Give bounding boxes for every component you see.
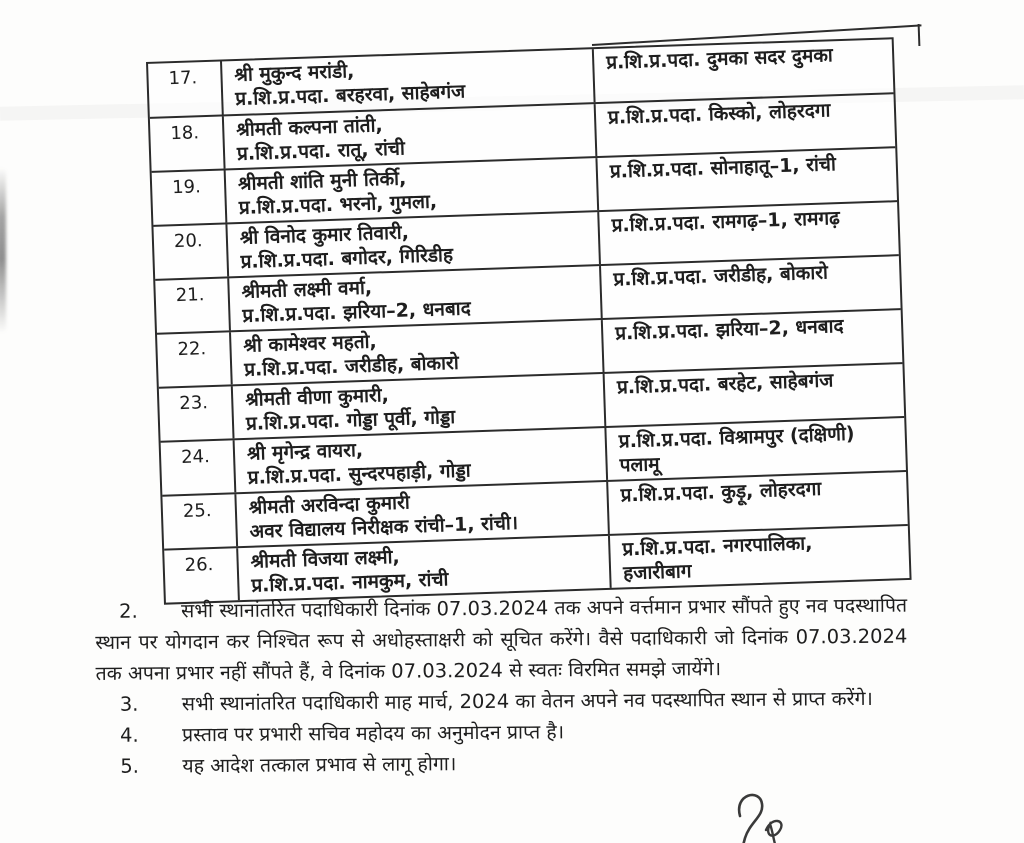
paragraph-5 <box>96 745 908 782</box>
transfer-table <box>146 37 912 605</box>
signature-scribble <box>710 782 820 843</box>
new-posting-cell <box>595 148 897 210</box>
serial-cell: 21. <box>175 284 205 307</box>
new-posting-line: प्र.शि.प्र.पदा. किस्को, लोहरदगा <box>607 99 831 129</box>
officer-line: प्र.शि.प्र.पदा. बगोदर, गिरिडीह <box>240 243 454 273</box>
order-paragraphs <box>95 590 908 782</box>
serial-cell: 23. <box>178 392 209 415</box>
new-posting-line: प्र.शि.प्र.पदा. विश्रामपुर (दक्षिणी) <box>618 422 855 453</box>
new-posting-line: प्र.शि.प्र.पदा. झरिया–2, धनबाद <box>614 315 844 345</box>
officer-line: श्री मुकुन्द मरांडी, <box>234 60 355 87</box>
new-posting-line: प्र.शि.प्र.पदा. दुमका सदर दुमका <box>605 44 834 74</box>
officer-line: श्री कामेश्वर महतो, <box>243 330 378 357</box>
scan-edge-smudge <box>0 168 6 333</box>
officer-line: श्रीमती कल्पना तांती, <box>235 114 384 142</box>
new-posting-line: प्र.शि.प्र.पदा. नगरपालिका, <box>622 532 813 561</box>
new-posting-cell <box>601 310 903 372</box>
serial-cell: 24. <box>180 446 211 469</box>
officer-line: प्र.शि.प्र.पदा. रातू, रांची <box>236 137 406 166</box>
officer-line: श्रीमती विजया लक्ष्मी, <box>250 545 400 573</box>
officer-line: श्रीमती अरविन्दा कुमारी <box>248 491 411 519</box>
new-posting-line: पलामू <box>619 453 660 477</box>
serial-cell: 22. <box>177 338 207 361</box>
new-posting-line: प्र.शि.प्र.पदा. रामगढ़–1, रामगढ़ <box>611 207 841 237</box>
new-posting-line: प्र.शि.प्र.पदा. कुड़ू, लोहरदगा <box>620 477 822 507</box>
new-posting-cell <box>606 472 908 534</box>
paragraph-5-number: 5. <box>120 754 140 778</box>
paragraph-3-number: 3. <box>119 692 139 716</box>
paragraph-4-number: 4. <box>120 723 139 747</box>
officer-line: श्री मृगेन्द्र वायरा, <box>246 439 364 465</box>
officer-line: प्र.शि.प्र.पदा. नामकुम, रांची <box>251 568 449 597</box>
serial-cell: 20. <box>173 230 203 253</box>
new-posting-cell <box>608 526 910 588</box>
paragraph-2 <box>95 590 908 689</box>
paragraph-3-text: सभी स्थानांतरित पदाधिकारी माह मार्च, 2024 का वेतन अपने नव पदस्थापित स्थान से प्राप्त करेंगे। <box>181 686 873 716</box>
paragraph-4-text: प्रस्ताव पर प्रभारी सचिव महोदय का अनुमोदन प्राप्त है। <box>182 720 565 747</box>
serial-cell: 26. <box>184 554 214 576</box>
paragraph-5-text: यह आदेश तत्काल प्रभाव से लागू होगा। <box>182 752 457 778</box>
new-posting-line: प्र.शि.प्र.पदा. सोनाहातू–1, रांची <box>609 153 837 183</box>
officer-line: श्रीमती लक्ष्मी वर्मा, <box>241 276 373 303</box>
new-posting-cell <box>604 418 906 480</box>
serial-cell: 25. <box>182 500 212 523</box>
new-posting-cell <box>599 256 901 318</box>
officer-line: प्र.शि.प्र.पदा. गोड्डा पूर्वी, गोड्डा <box>245 405 456 435</box>
new-posting-line: हजारीबाग <box>622 560 692 585</box>
officer-line: श्रीमती शांति मुनी तिर्की, <box>237 167 407 196</box>
officer-line: प्र.शि.प्र.पदा. भरनो, गुमला, <box>238 190 438 219</box>
table-cutoff-row-border <box>918 24 921 46</box>
serial-cell: 18. <box>170 122 200 145</box>
new-posting-cell <box>592 39 894 102</box>
officer-line: श्रीमती वीणा कुमारी, <box>244 384 390 411</box>
officer-cell <box>236 536 610 600</box>
serial-cell: 19. <box>171 176 202 199</box>
officer-line: श्री विनोद कुमार तिवारी, <box>239 221 410 249</box>
new-posting-cell <box>603 364 905 426</box>
new-posting-line: प्र.शि.प्र.पदा. जरीडीह, बोकारो <box>613 261 829 291</box>
officer-line: प्र.शि.प्र.पदा. सुन्दरपहाड़ी, गोड्डा <box>247 459 471 489</box>
officer-line: प्र.शि.प्र.पदा. जरीडीह, बोकारो <box>243 351 460 381</box>
officer-line: प्र.शि.प्र.पदा. झरिया–2, धनबाद <box>242 297 472 327</box>
paragraph-2-number: 2. <box>119 599 138 623</box>
new-posting-cell <box>597 202 899 264</box>
new-posting-cell <box>594 94 896 156</box>
officer-line: प्र.शि.प्र.पदा. बरहरवा, साहेबगंज <box>234 80 466 111</box>
new-posting-line: प्र.शि.प्र.पदा. बरहेट, साहेबगंज <box>616 369 834 399</box>
officer-line: अवर विद्यालय निरीक्षक रांची–1, रांची। <box>249 511 519 543</box>
serial-cell: 17. <box>168 67 198 90</box>
paragraph-3 <box>96 683 908 720</box>
paragraph-2-text: सभी स्थानांतरित पदाधिकारी दिनांक 07.03.2024 तक अपने वर्त्तमान प्रभार सौंपते हुए नव पदस्थापित स्थान पर योगदान कर निश्चित रूप से अधोहस्ताक्षरी को सूचित करेंगे। वैसे पदाधिकारी जो दिनांक 07.03.2024 तक अपना प्रभार नहीं सौंपते हैं, वे दिनांक 07.03.2024 से स्वतः विरमित समझे जायेंगे। <box>95 593 908 685</box>
